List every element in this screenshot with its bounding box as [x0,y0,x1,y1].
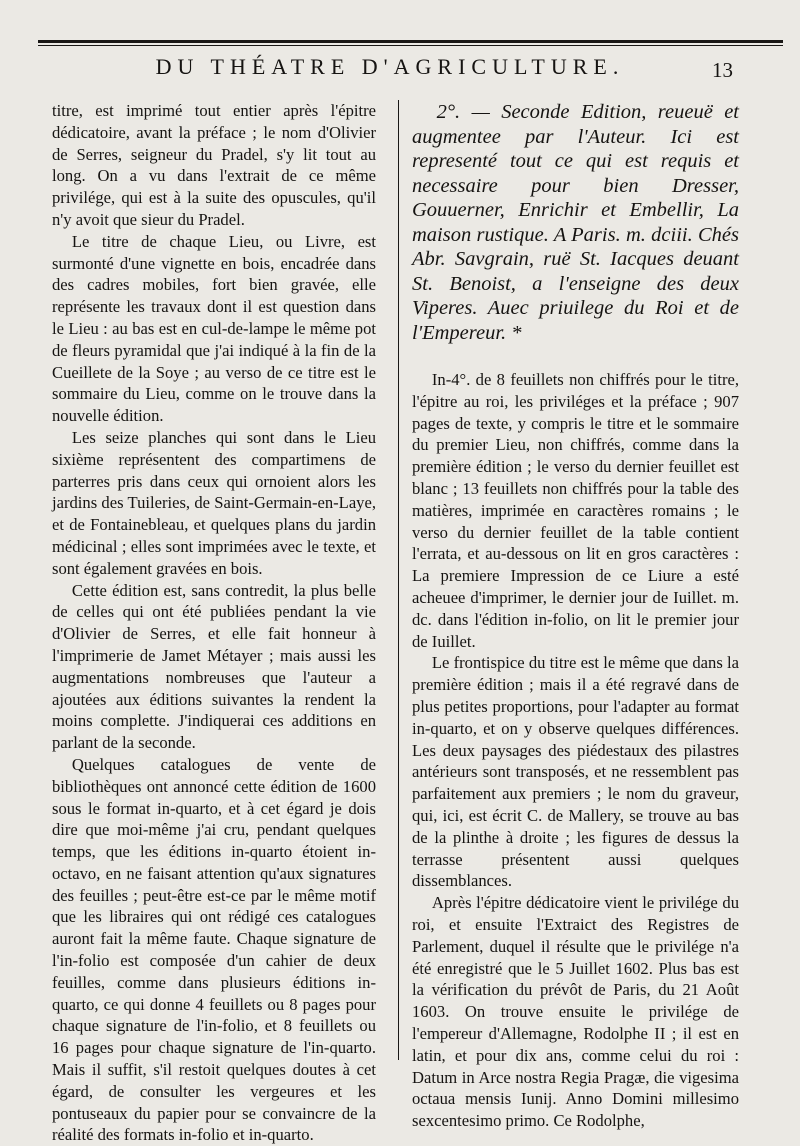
left-paragraph-4: Cette édition est, sans contredit, la plus belle de celles qui ont été publiées pendant la vie d'Olivier de Serres, et elle fait honneur à l'imprimerie de Jamet Métayer ; mais aussi les augmentations nombreuses que l'auteur a ajoutées aux éditions suivantes la rendent la moins complette. J'indiquerai ces additions en parlant de la seconde. [52,580,376,753]
right-paragraph-2: Le frontispice du titre est le même que dans la première édition ; mais il a été regravé dans de plus petites proportions, pour l'adapter au format in-quarto, et on y observe quelques différences. Les deux paysages des piédestaux des pilastres antérieurs sont transposés, et ne ressemblent pas parfaitement aux premiers ; le nom du graveur, qui, ici, est écrit C. de Mallery, se trouve au bas de la plinthe à droite ; les figures de dessus la terrasse présentent aussi quelques dissemblances. [412,653,739,891]
left-paragraph-3: Les seize planches qui sont dans le Lieu sixième représentent des compartimens de parterres pris dans ceux qui ornoient alors les jardins des Tuileries, de Saint-Germain-en-Laye, et de Fontainebleau, et quelques plans du jardin médicinal ; elles sont imprimées avec le texte, et sont également gravées en bois. [52,427,376,578]
running-title: DU THÉATRE D'AGRICULTURE. [155,54,625,79]
right-paragraph-1: In-4°. de 8 feuillets non chiffrés pour le titre, l'épitre au roi, les priviléges et la préface ; 907 pages de texte, y compris le titre et le sommaire du premier Lieu, non chiffrés, comme dans la première édition ; le verso du dernier feuillet est blanc ; 13 feuillets non chiffrés pour la table des matières, imprimée en caractères romains ; le verso du dernier feuillet de la table contient l'errata, et au-dessous on lit en gros caractères : La premiere Impression de ce Liure a esté acheuee d'imprimer, le dernier jour de Iuillet. m. dc. dans l'édition in-folio, on lit le premier jour de Iuillet. [412,370,739,651]
left-column [52,100,376,1145]
left-paragraph-2: Le titre de chaque Lieu, ou Livre, est surmonté d'une vignette en bois, encadrée dans des cadres mobiles, fort bien gravée, elle représente les travaux dont il est question dans le Lieu : au bas est en cul-de-lampe le même pot de fleurs pyramidal que j'ai indiqué à la fin de la Cueillete de la Soye ; au verso de ce titre est le sommaire du Lieu, comme on le trouve dans la nouvelle édition. [52,231,376,426]
right-column [412,100,739,1131]
left-paragraph-5: Quelques catalogues de vente de bibliothèques ont annoncé cette édition de 1600 sous le format in-quarto, et à cet égard je dois dire que moi-même j'ai cru, pendant quelques temps, que les éditions in-quarto étoient in-octavo, en ne faisant attention qu'aux signatures des feuilles ; peut-être est-ce par le même motif que les libraires qui ont rédigé ces catalogues auront fait la même faute. Chaque signature de l'in-folio est composée d'un cahier de deux feuilles, comme dans plusieurs éditions in-quarto, ce qui donne 4 feuillets ou 8 pages pour chaque signature de l'in-folio, et 8 feuillets ou 16 pages pour chaque signature de l'in-quarto. Mais il suffit, s'il restoit quelques doutes à cet égard, de consulter les vergeures et les pontuseaux du papier pour se convaincre de la réalité des formats in-folio et in-quarto. [52,754,376,1145]
edition-title: 2°. — Seconde Edition, reueuë et augmentee par l'Auteur. Ici est representé tout ce qui est requis et necessaire pour bien Dresser, Gouuerner, Enrichir et Embellir, La maison rustique. A Paris. m. dciii. Chés Abr. Savgrain, ruë St. Iacques deuant St. Benoist, a l'enseigne des deux Viperes. Auec priuilege du Roi et de l'Empereur. * [412,101,739,344]
header-rule [38,40,783,43]
column-divider [398,100,399,1060]
left-paragraph-1: titre, est imprimé tout entier après l'épitre dédicatoire, avant la préface ; le nom d'Olivier de Serres, seigneur du Pradel, s'y lit tout au long. On a vu dans l'extrait de ce même privilége, qui est à la suite des opuscules, qu'il n'y avoit que sieur du Pradel. [52,101,376,229]
page-number: 13 [712,58,733,82]
right-paragraph-3: Après l'épitre dédicatoire vient le privilége du roi, et ensuite l'Extraict des Registres de Parlement, duquel il résulte que le privilége n'a été enregistré que le 5 Juillet 1602. Plus bas est la vérification du prévôt de Paris, du 21 Août 1603. On trouve ensuite le privilége de l'empereur d'Allemagne, Rodolphe II ; il est en latin, et pour dix ans, comme celui du roi : Datum in Arce nostra Regia Pragæ, die vigesima octaua mensis Iunij. Anno Domini millesimo sexcentesimo primo. Ce Rodolphe, [412,893,739,1131]
header-rule-thin [38,45,783,46]
edition-description [412,369,739,1132]
